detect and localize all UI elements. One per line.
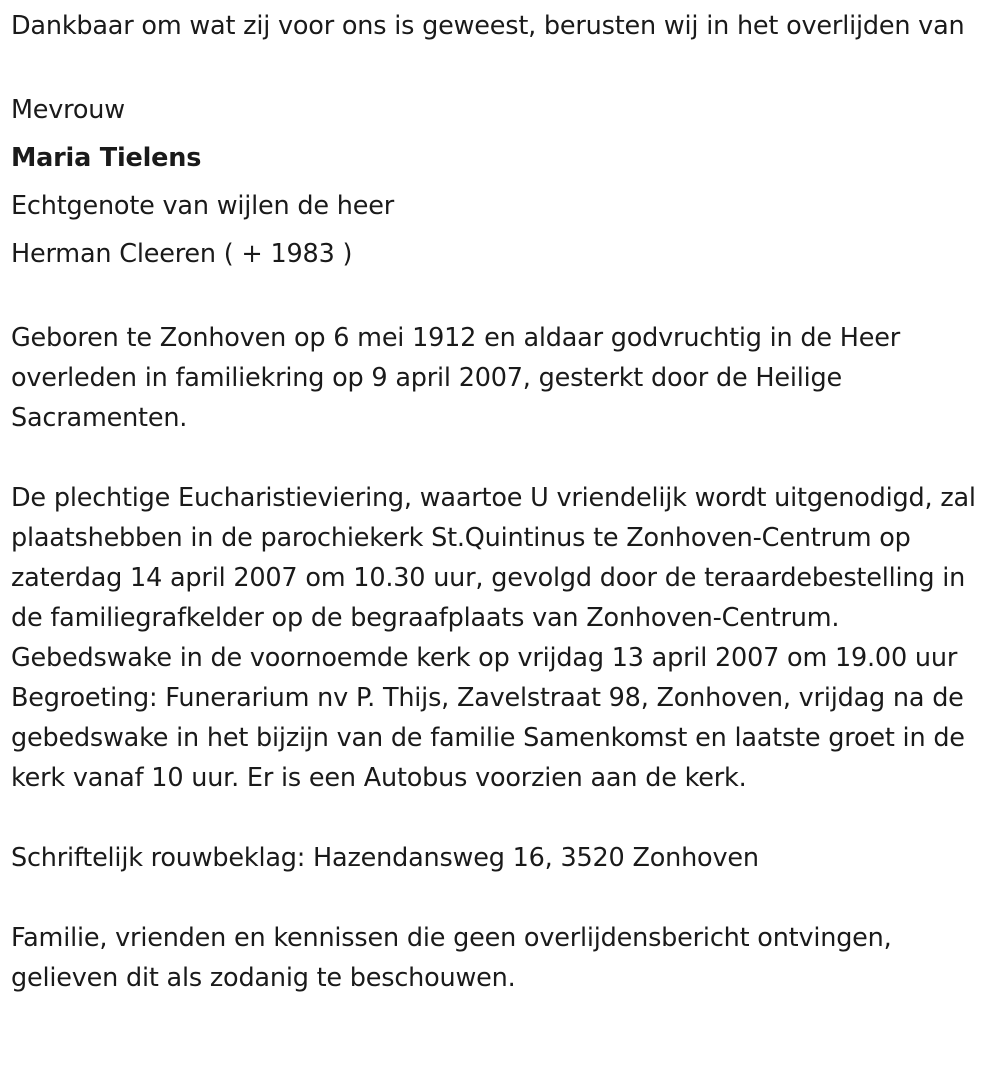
deceased-block	[11, 86, 990, 278]
closing-text: Familie, vrienden en kennissen die geen overlijdensbericht ontvingen, gelieven dit als zodanig te beschouwen.	[11, 923, 892, 993]
ceremony-text: De plechtige Eucharistieviering, waartoe U vriendelijk wordt uitgenodigd, zal plaatshebben in de parochiekerk St.Quintinus te Zonhoven-Centrum op zaterdag 14 april 2007 om 10.30 uur, gevolgd door de teraardebestelling in de familiegrafkelder op de begraafplaats van Zonhoven-Centrum. Gebedswake in de voornoemde kerk op vrijdag 13 april 2007 om 19.00 uur Begroeting: Funerarium nv P. Thijs, Zavelstraat 98, Zonhoven, vrijdag na de gebedswake in het bijzijn van de familie Samenkomst en laatste groet in de kerk vanaf 10 uur. Er is een Autobus voorzien aan de kerk.	[11, 483, 976, 793]
honorific: Mevrouw	[11, 95, 125, 125]
deceased-name: Maria Tielens	[11, 143, 202, 173]
condolences-text: Schriftelijk rouwbeklag: Hazendansweg 16, 3520 Zonhoven	[11, 843, 759, 873]
intro-text: Dankbaar om wat zij voor ons is geweest, berusten wij in het overlijden van	[11, 11, 965, 41]
spouse-line: Echtgenote van wijlen de heer	[11, 191, 394, 221]
birth-death-text: Geboren te Zonhoven op 6 mei 1912 en aldaar godvruchtig in de Heer overleden in familiekring op 9 april 2007, gesterkt door de Heilige Sacramenten.	[11, 323, 901, 433]
spouse-name: Herman Cleeren ( + 1983 )	[11, 239, 353, 269]
